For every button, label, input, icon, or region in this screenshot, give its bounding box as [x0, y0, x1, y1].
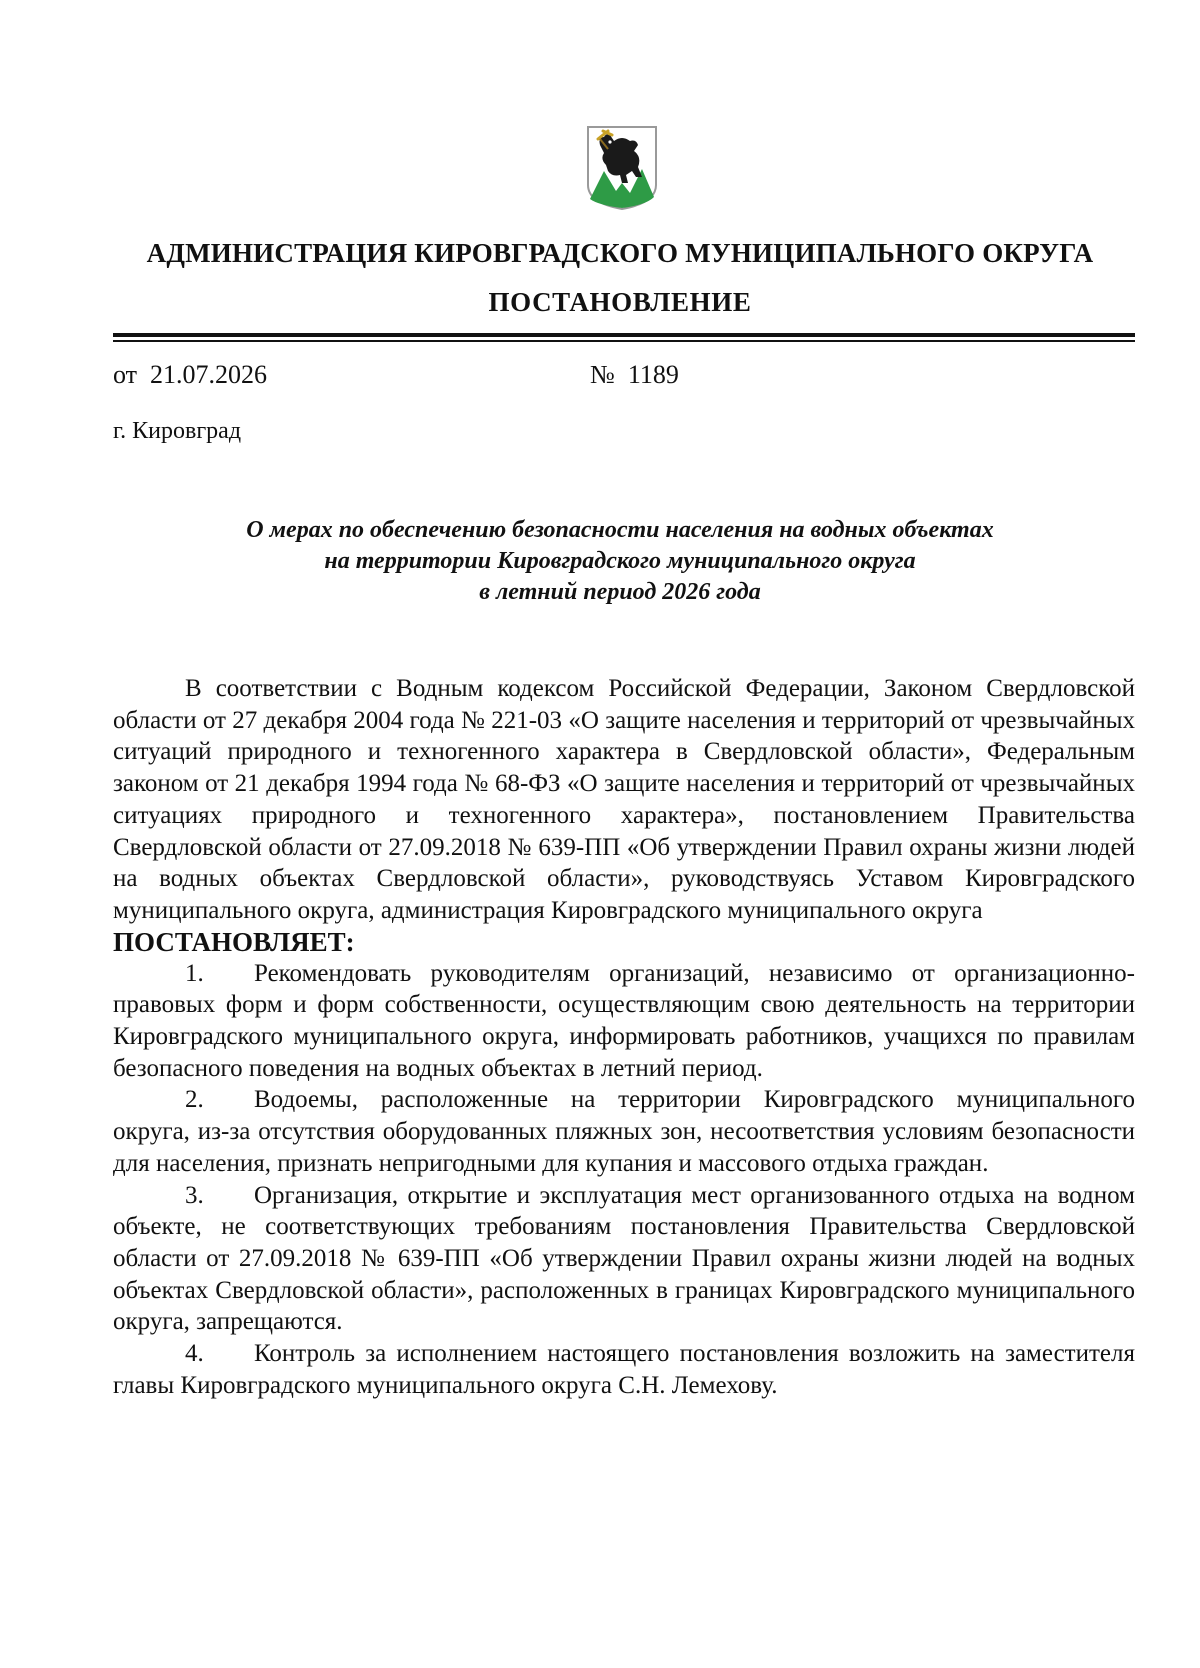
clause-text: Контроль за исполнением настоящего постановления возложить на заместителя главы Кировградского муниципального округа С.Н. Лемехову. — [113, 1340, 1135, 1399]
header-divider-thick — [113, 333, 1135, 337]
clause-number: 1. — [185, 959, 204, 987]
header-divider-thin — [113, 340, 1135, 342]
organization-title: АДМИНИСТРАЦИЯ КИРОВГРАДСКОГО МУНИЦИПАЛЬНОГО ОКРУГА — [146, 238, 1094, 268]
number-prefix: № — [590, 360, 615, 389]
decree-heading: ПОСТАНОВЛЯЕТ: — [113, 926, 355, 957]
clause-3 — [113, 1180, 1135, 1339]
coat-of-arms-bear-icon — [586, 125, 658, 211]
date-value: 21.07.2026 — [150, 360, 268, 389]
document-date — [113, 360, 267, 390]
document-body — [113, 673, 1135, 1401]
document-type-title: ПОСТАНОВЛЕНИЕ — [488, 287, 752, 317]
document-city: г. Кировград — [113, 418, 242, 444]
clause-text: Рекомендовать руководителям организаций, независимо от организационно-правовых форм и форм собственности, осуществляющим свою деятельность на территории Кировградского муниципального округа, информировать работников, учащихся по правилам безопасного поведения на водных объектах в летний период. — [113, 959, 1135, 1082]
clause-2 — [113, 1084, 1135, 1179]
number-value: 1189 — [627, 360, 679, 389]
subject-line: в летний период 2026 года — [479, 579, 761, 605]
clause-number: 4. — [185, 1340, 204, 1368]
subject-line: на территории Кировградского муниципального округа — [324, 548, 916, 574]
clause-text: Организация, открытие и эксплуатация мест организованного отдыха на водном объекте, не соответствующих требованиям постановления Правительства Свердловской области от 27.09.2018 № 639-ПП «Об утверждении Правил охраны жизни людей на водных объектах Свердловской области», расположенных в границах Кировградского муниципального округа, запрещаются. — [113, 1181, 1135, 1336]
clause-text: Водоемы, расположенные на территории Кировградского муниципального округа, из-за отсутствия оборудованных пляжных зон, несоответствия условиям безопасности для населения, признать непригодными для купания и массового отдыха граждан. — [113, 1086, 1135, 1177]
preamble-paragraph: В соответствии с Водным кодексом Российской Федерации, Законом Свердловской области от 27 декабря 2004 года № 221-03 «О защите населения и территорий от чрезвычайных ситуаций природного и техногенного характера в Свердловской области», Федеральным законом от 21 декабря 1994 года № 68-ФЗ «О защите населения и территорий от чрезвычайных ситуациях природного и техногенного характера», постановлением Правительства Свердловской области от 27.09.2018 № 639-ПП «Об утверждении Правил охраны жизни людей на водных объектах Свердловской области», руководствуясь Уставом Кировградского муниципального округа, администрация Кировградского муниципального округа — [113, 675, 1135, 924]
subject-line: О мерах по обеспечению безопасности населения на водных объектах — [246, 517, 994, 543]
clause-number: 2. — [185, 1086, 204, 1114]
document-subject — [0, 515, 1200, 608]
clause-1 — [113, 958, 1135, 1085]
clause-number: 3. — [185, 1181, 204, 1209]
document-number — [590, 360, 679, 390]
date-prefix: от — [113, 360, 138, 389]
clause-4 — [113, 1338, 1135, 1401]
